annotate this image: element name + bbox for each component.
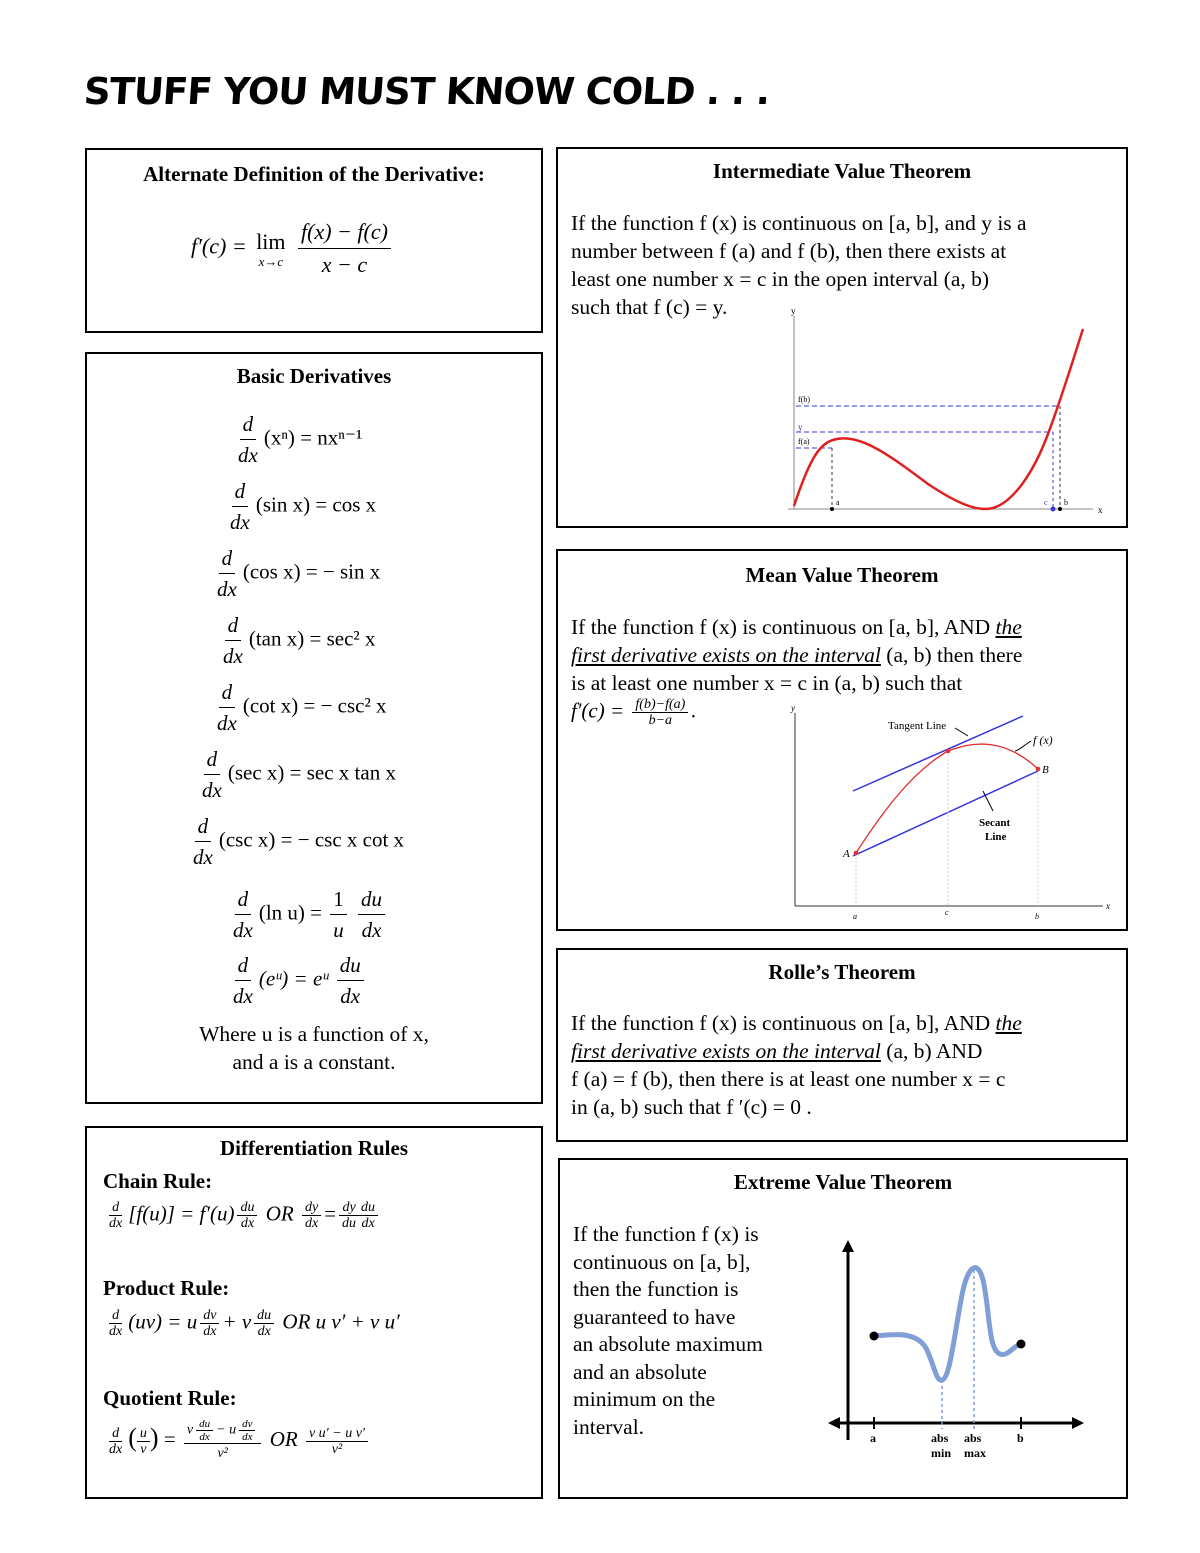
ivt-fb-label: f(b) [798,395,810,404]
quotient-rule-formula: $\frac{d}{dx}$ ( $\frac{u}{v}$ ) = v $\frac{du}{dx}$ − u $\frac{dv}{dx}$ v² OR $\frac{\text{v u′ − u v′}}{\text{v²}}$ [103,1418,371,1464]
evt-b-label: b [1017,1431,1024,1445]
tangent-label: Tangent Line [888,720,947,732]
mvt-line-3: is at least one number x = c in (a, b) such that [571,671,963,695]
evt-endpoint-a [870,1332,879,1341]
ivt-title: Intermediate Value Theorem [712,159,972,183]
secant-line [853,771,1038,856]
point-a-label: A [843,848,850,860]
mvt-line-1: If the function f (x) is continuous on [a, b], AND the [571,615,1022,639]
derivative-arg: (cot x) [242,693,299,718]
lim-text: lim [256,229,286,254]
evt-abs-label-1: abs [931,1431,949,1445]
mvt-point-a [854,851,859,856]
rolle-line-2: first derivative exists on the interval (a, b) AND [571,1039,983,1063]
rolle-title: Rolle’s Theorem [768,960,916,984]
mvt-a-label: a [853,912,857,921]
evt-line: interval. [573,1414,645,1439]
evt-line: continuous on [a, b], [573,1249,751,1274]
mvt-point-b [1036,767,1041,772]
evt-line: and an absolute [573,1359,707,1384]
evt-line: minimum on the [573,1387,716,1411]
ivt-x-label: x [1098,505,1103,515]
derivative-rhs: = − csc x cot x [280,827,405,852]
quotient-rule-label: Quotient Rule: [103,1386,237,1410]
fx-pointer [1015,741,1031,751]
ivt-a-label: a [836,498,840,507]
derivative-ln: $\frac{d}{dx}$ (ln u) = $\frac{1}{u}$ $\frac{du}{dx}$ [227,884,388,945]
evt-y-arrow [842,1240,854,1252]
derivative-arg: (cos x) [242,559,301,584]
mvt-x-label: x [1106,901,1110,911]
derivative-rhs: = nxⁿ⁻¹ [300,425,363,450]
mvt-line-2: first derivative exists on the interval (a, b) then there [571,643,1023,667]
rolle-line-4: in (a, b) such that f ′(c) = 0 . [571,1095,812,1119]
ivt-graph [778,304,1118,519]
evt-title: Extreme Value Theorem [733,1170,953,1194]
ivt-curve [794,329,1083,509]
ivt-c-label: c [1044,498,1048,507]
derivative-exp: $\frac{d}{dx}$ (eᵘ) = eᵘ $\frac{du}{dx}$ [227,950,367,1011]
derivative-rhs: = − csc² x [303,693,387,718]
evt-line: an absolute maximum [573,1332,763,1356]
mvt-c-label: c [945,908,949,917]
derivative-row: $\frac{d}{dx}$ (cos x) = − sin x [211,543,380,604]
derivative-arg: (sec x) [227,760,285,785]
basic-derivatives-title: Basic Derivatives [236,364,392,388]
alt-def-box [85,148,543,333]
mvt-graph [783,701,1128,926]
derivative-row: $\frac{d}{dx}$ (sin x) = cos x [224,476,376,537]
derivative-arg: (tan x) [248,626,305,651]
derivative-arg: (csc x) [218,827,276,852]
mvt-y-label: y [791,703,795,713]
alt-def-denominator: x − c [321,252,368,277]
basic-note-2: and a is a constant. [232,1050,396,1074]
evt-abs-label-2: abs [964,1431,982,1445]
fx-label: f (x) [1033,733,1053,747]
mvt-box [556,549,1128,931]
evt-x-arrow-left [828,1417,840,1429]
basic-derivatives-box [85,352,543,1104]
evt-x-arrow-right [1072,1417,1084,1429]
ivt-line-1: If the function f (x) is continuous on [a, b], and y is a [571,211,1027,235]
evt-min-label: min [931,1446,952,1460]
ivt-c-dot [1051,507,1056,512]
alt-def-formula [191,216,394,281]
derivative-arg: (xⁿ) [263,425,295,450]
chain-rule-formula: $\frac{d}{dx}$ [f(u)] = f′(u) $\frac{du}{dx}$ OR $\frac{dy}{dx}$ = $\frac{dy}{du}$ $\frac{du}{dx}$ [103,1200,381,1231]
alt-def-numerator: f(x) − f(c) [298,216,391,249]
evt-max-label: max [964,1446,986,1460]
ivt-box [556,147,1128,528]
evt-a-label: a [870,1431,876,1445]
secant-label-2: Line [985,831,1007,843]
ivt-line-3: least one number x = c in the open interval (a, b) [571,267,990,291]
derivative-row: $\frac{d}{dx}$ (cot x) = − csc² x [211,677,387,738]
derivative-rhs: = cos x [315,492,377,517]
rolle-line-3: f (a) = f (b), then there is at least one number x = c [571,1067,1006,1091]
rolle-box [556,948,1128,1142]
product-rule-label: Product Rule: [103,1276,230,1300]
ivt-yv-label: y [798,422,803,432]
secant-label-1: Secant [979,817,1011,829]
lim-subscript: x→c [258,254,284,269]
mvt-title: Mean Value Theorem [745,563,939,587]
derivative-row: $\frac{d}{dx}$ (sec x) = sec x tan x [196,744,396,805]
ivt-fa-label: f(a) [798,437,810,446]
rolle-line-1: If the function f (x) is continuous on [a, b], AND the [571,1011,1022,1035]
derivative-row: $\frac{d}{dx}$ (csc x) = − csc x cot x [187,811,404,872]
product-rule-formula: $\frac{d}{dx}$ (uv) = u $\frac{dv}{dx}$ + v $\frac{du}{dx}$ OR u v′ + v u′ [109,1308,400,1339]
derivative-rhs: = − sin x [305,559,381,584]
mvt-curve [856,744,1038,853]
evt-graph [828,1240,1088,1465]
page-title: STUFF YOU MUST KNOW COLD . . . [82,70,771,113]
point-b-label: B [1042,764,1049,776]
mvt-b-label: b [1035,912,1039,921]
chain-rule-label: Chain Rule: [103,1169,213,1193]
ivt-b-dot [1058,507,1062,511]
mvt-formula: f′(c) = $\frac{f(b)-f(a)}{b-a}$ . [571,697,697,728]
ivt-b-label: b [1064,498,1068,507]
alt-def-lhs: f′(c) = [191,233,247,259]
basic-note-1: Where u is a function of x, [199,1022,429,1046]
tangent-pointer [955,728,968,736]
mvt-point-c [946,749,951,754]
ivt-line-2: number between f (a) and f (b), then there exists at [571,239,1007,263]
evt-curve [874,1268,1021,1380]
diff-rules-title: Differentiation Rules [219,1136,408,1160]
evt-line: If the function f (x) is [573,1222,759,1246]
derivative-row: $\frac{d}{dx}$ (xⁿ) = nxⁿ⁻¹ [232,409,362,470]
diff-rules-box [85,1126,543,1499]
evt-line: guaranteed to have [573,1304,736,1329]
alt-def-title: Alternate Definition of the Derivative: [143,162,485,186]
ivt-y-label: y [791,306,796,316]
ivt-line-4: such that f (c) = y. [571,295,728,319]
evt-line: then the function is [573,1277,739,1301]
evt-box [558,1158,1128,1499]
ivt-a-dot [830,507,834,511]
derivative-row: $\frac{d}{dx}$ (tan x) = sec² x [217,610,375,671]
derivative-rhs: = sec² x [309,626,376,651]
derivative-rhs: = sec x tan x [289,760,396,785]
evt-endpoint-b [1017,1340,1026,1349]
derivative-arg: (sin x) [255,492,311,517]
